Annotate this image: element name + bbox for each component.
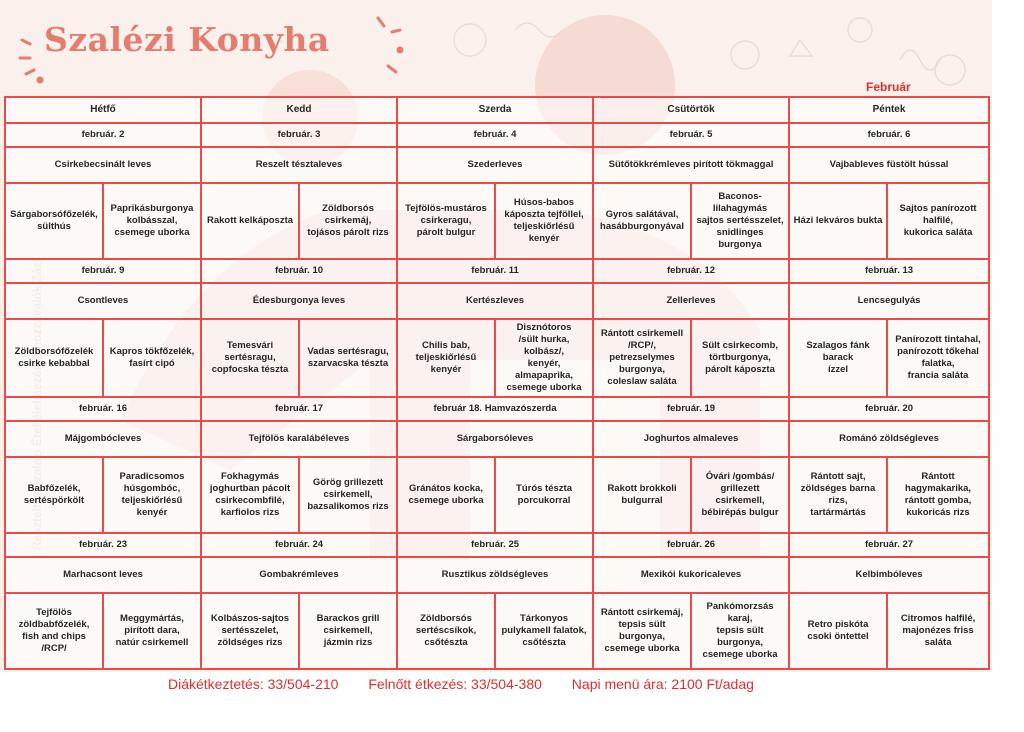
- date-cell: február. 10: [201, 259, 397, 283]
- main-course-option: Gránátos kocka, csemege uborka: [397, 457, 495, 533]
- main-course-option: Rántott sajt, zöldséges barna rizs, tartármártás: [789, 457, 887, 533]
- main-course-option: Sárgaborsófőzelék, sülthús: [5, 183, 103, 259]
- soup-row: [5, 147, 989, 183]
- soup-row: [5, 557, 989, 593]
- main-course-row: [5, 319, 989, 397]
- main-course-option: Babfőzelék, sertéspörkölt: [5, 457, 103, 533]
- date-cell: február. 25: [397, 533, 593, 557]
- main-course-row: [5, 457, 989, 533]
- soup-cell: Vajbableves füstölt hússal: [789, 147, 989, 183]
- main-course-option: Szalagos fánk barack ízzel: [789, 319, 887, 397]
- date-cell: február. 9: [5, 259, 201, 283]
- date-cell: február. 11: [397, 259, 593, 283]
- main-course-option: Zöldborsós sertéscsíkok, csőtészta: [397, 593, 495, 669]
- soup-cell: Zellerleves: [593, 283, 789, 319]
- date-cell: február. 4: [397, 123, 593, 147]
- day-header-szerda: Szerda: [397, 97, 593, 123]
- main-course-option: Paradicsomos húsgombóc, teljeskiőrlésű kenyér: [103, 457, 201, 533]
- footer-adult-phone: Felnőtt étkezés: 33/504-380: [368, 676, 542, 692]
- footer-contacts: [168, 676, 780, 692]
- soup-cell: Románó zöldségleves: [789, 421, 989, 457]
- soup-row: [5, 421, 989, 457]
- soup-cell: Lencsegulyás: [789, 283, 989, 319]
- soup-cell: Tejfölös karalábéleves: [201, 421, 397, 457]
- main-course-option: Pankómorzsás karaj, tepsis sült burgonya, csemege uborka: [691, 593, 789, 669]
- soup-cell: Joghurtos almaleves: [593, 421, 789, 457]
- day-header-hetfo: Hétfő: [5, 97, 201, 123]
- main-course-option: Panírozott tintahal, panírozott tőkehal falatka, francia saláta: [887, 319, 989, 397]
- main-course-option: Barackos grill csirkemell, jázmin rizs: [299, 593, 397, 669]
- main-course-option: Zöldborsós csirkemáj, tojásos párolt rizs: [299, 183, 397, 259]
- logo-text: Szalézi Konyha: [44, 20, 330, 59]
- main-course-option: Retro piskóta csoki öntettel: [789, 593, 887, 669]
- main-course-row: [5, 593, 989, 669]
- date-cell: február 18. Hamvazószerda: [397, 397, 593, 421]
- date-cell: február. 5: [593, 123, 789, 147]
- day-header-pentek: Péntek: [789, 97, 989, 123]
- date-cell: február. 23: [5, 533, 201, 557]
- date-cell: február. 26: [593, 533, 789, 557]
- main-course-option: Gyros salátával, hasábburgonyával: [593, 183, 691, 259]
- main-course-option: Baconos-lilahagymás sajtos sertésszelet, snidlinges burgonya: [691, 183, 789, 259]
- soup-cell: Gombakrémleves: [201, 557, 397, 593]
- soup-cell: Szederleves: [397, 147, 593, 183]
- soup-cell: Kertészleves: [397, 283, 593, 319]
- main-course-option: Házi lekváros bukta: [789, 183, 887, 259]
- date-cell: február. 6: [789, 123, 989, 147]
- soup-cell: Mexikói kukoricaleves: [593, 557, 789, 593]
- soup-cell: Májgombócleves: [5, 421, 201, 457]
- main-course-option: Zöldborsófőzelék csirke kebabbal: [5, 319, 103, 397]
- soup-cell: Kelbimbóleves: [789, 557, 989, 593]
- date-cell: február. 12: [593, 259, 789, 283]
- day-header-kedd: Kedd: [201, 97, 397, 123]
- soup-cell: Reszelt tésztaleves: [201, 147, 397, 183]
- main-course-option: Rakott brokkoli bulgurral: [593, 457, 691, 533]
- soup-cell: Marhacsont leves: [5, 557, 201, 593]
- main-course-option: Vadas sertésragu, szarvacska tészta: [299, 319, 397, 397]
- date-cell: február. 20: [789, 397, 989, 421]
- main-course-row: [5, 183, 989, 259]
- main-course-option: Görög grillezett csirkemell, bazsalikomos rizs: [299, 457, 397, 533]
- main-course-option: Túrós tészta porcukorral: [495, 457, 593, 533]
- main-course-option: Rántott csirkemáj, tepsis sült burgonya, csemege uborka: [593, 593, 691, 669]
- main-course-option: Fokhagymás joghurtban pácolt csirkecombfilé, karfiolos rizs: [201, 457, 299, 533]
- date-cell: február. 19: [593, 397, 789, 421]
- main-course-option: Chilis bab, teljeskiőrlésű kenyér: [397, 319, 495, 397]
- date-row: [5, 533, 989, 557]
- date-row: [5, 259, 989, 283]
- date-row: [5, 123, 989, 147]
- month-label: Február: [866, 80, 911, 94]
- date-cell: február. 17: [201, 397, 397, 421]
- logo: [22, 14, 422, 84]
- soup-cell: Édesburgonya leves: [201, 283, 397, 319]
- date-cell: február. 3: [201, 123, 397, 147]
- main-course-option: Húsos-babos káposzta tejföllel, teljeskiőrlésű kenyér: [495, 183, 593, 259]
- soup-cell: Csirkebecsinált leves: [5, 147, 201, 183]
- main-course-option: Sajtos panírozott halfilé, kukorica saláta: [887, 183, 989, 259]
- doodle-pattern: [454, 18, 965, 85]
- main-course-option: Meggymártás, pirított dara, natúr csirkemell: [103, 593, 201, 669]
- date-cell: február. 27: [789, 533, 989, 557]
- day-header-row: [5, 97, 989, 123]
- main-course-option: Kolbászos-sajtos sertésszelet, zöldséges rizs: [201, 593, 299, 669]
- footer-price: Napi menü ára: 2100 Ft/adag: [571, 676, 754, 692]
- soup-cell: Sütőtökkrémleves pirított tökmaggal: [593, 147, 789, 183]
- main-course-option: Disznótoros /sült hurka, kolbász/, kenyér, almapaprika, csemege uborka: [495, 319, 593, 397]
- soup-cell: Rusztikus zöldségleves: [397, 557, 593, 593]
- main-course-option: Sült csirkecomb, törtburgonya, párolt káposzta: [691, 319, 789, 397]
- soup-cell: Sárgaborsóleves: [397, 421, 593, 457]
- menu-body: [5, 97, 989, 669]
- main-course-option: Kapros tökfőzelék, fasírt cipó: [103, 319, 201, 397]
- main-course-option: Temesvári sertésragu, copfocska tészta: [201, 319, 299, 397]
- date-cell: február. 2: [5, 123, 201, 147]
- main-course-option: Paprikásburgonya kolbásszal, csemege uborka: [103, 183, 201, 259]
- date-cell: február. 24: [201, 533, 397, 557]
- main-course-option: Tejfölös-mustáros csirkeragu, párolt bulgur: [397, 183, 495, 259]
- soup-row: [5, 283, 989, 319]
- weekly-menu-table: [4, 96, 990, 670]
- main-course-option: Tejfölös zöldbabfőzelék, fish and chips /RCP/: [5, 593, 103, 669]
- main-course-option: Tárkonyos pulykamell falatok, csőtészta: [495, 593, 593, 669]
- main-course-option: Citromos halfilé, majonézes friss saláta: [887, 593, 989, 669]
- main-course-option: Óvári /gombás/ grillezett csirkemell, bébirépás bulgur: [691, 457, 789, 533]
- soup-cell: Csontleves: [5, 283, 201, 319]
- date-row: [5, 397, 989, 421]
- main-course-option: Rántott csirkemell /RCP/, petrezselymes burgonya, coleslaw saláta: [593, 319, 691, 397]
- footer-student-phone: Diákétkeztetés: 33/504-210: [168, 676, 339, 692]
- date-cell: február. 16: [5, 397, 201, 421]
- date-cell: február. 13: [789, 259, 989, 283]
- main-course-option: Rántott hagymakarika, rántott gomba, kukoricás rizs: [887, 457, 989, 533]
- main-course-option: Rakott kelkáposzta: [201, 183, 299, 259]
- day-header-csutortok: Csütörtök: [593, 97, 789, 123]
